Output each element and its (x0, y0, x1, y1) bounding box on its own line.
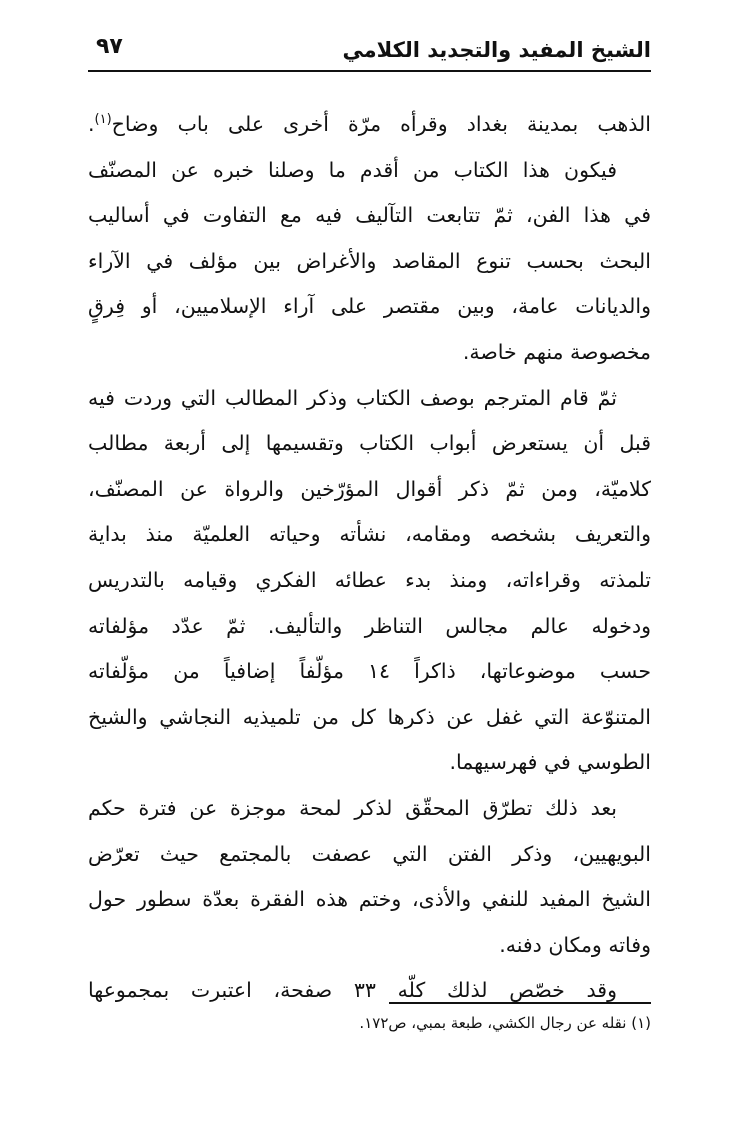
text-line: البويهيين، وذكر الفتن التي عصفت بالمجتمع حيث تعرّض (88, 841, 651, 866)
text-line: والتعريف بشخصه ومقامه، نشأته وحياته العلميّة منذ بداية (88, 522, 651, 547)
footnote-rule (389, 1002, 651, 1004)
footnote: (١) نقله عن رجال الكشي، طبعة بمبي، ص١٧٢. (359, 1014, 651, 1032)
text-line: ودخوله عالم مجالس التناظر والتأليف. ثمّ عدّد مؤلفاته (88, 613, 651, 638)
text-line: المتنوّعة التي غفل عن ذكرها كل من تلميذيه النجاشي والشيخ (88, 704, 651, 729)
text-line: تلمذته وقراءاته، ومنذ بدء عطائه الفكري وقيامه بالتدريس (88, 567, 651, 592)
text-line: قبل أن يستعرض أبواب الكتاب وتقسيمها إلى أربعة مطالب (88, 431, 651, 456)
footnote-marker: (١) (94, 112, 112, 128)
line-text: الذهب بمدينة بغداد وقرأه مرّة أخرى على باب وضاح (111, 112, 651, 136)
text-line: حسب موضوعاتها، ذاكراً ١٤ مؤلّفاً إضافياً من مؤلّفاته (88, 659, 651, 684)
text-line: وفاته ومكان دفنه. (499, 932, 651, 957)
text-line: الشيخ المفيد للنفي والأذى، وختم هذه الفقرة بعدّة سطور حول (88, 887, 651, 912)
header-rule (88, 70, 651, 72)
line-tail: . (88, 112, 95, 136)
text-line: فيكون هذا الكتاب من أقدم ما وصلنا خبره عن المصنّف (88, 157, 617, 182)
text-line: ثمّ قام المترجم بوصف الكتاب وذكر المطالب التي وردت فيه (88, 385, 617, 410)
text-line: بعد ذلك تطرّق المحقّق لذكر لمحة موجزة عن فترة حكم (88, 795, 617, 820)
text-line: كلاميّة، ومن ثمّ ذكر أقوال المؤرّخين والرواة عن المصنّف، (88, 476, 651, 501)
text-line: البحث بحسب تنوع المقاصد والأغراض بين مؤلف في الآراء (88, 248, 651, 273)
text-line: الطوسي في فهرسيهما. (449, 750, 651, 775)
text-line: في هذا الفن، ثمّ تتابعت التآليف فيه مع التفاوت في أساليب (88, 203, 651, 228)
text-line: وقد خصّص لذلك كلّه ٣٣ صفحة، اعتبرت بمجموعها (88, 978, 617, 1003)
text-line: مخصوصة منهم خاصة. (462, 339, 651, 364)
page-number: ٩٧ (96, 34, 123, 59)
running-title: الشيخ المفيد والتجديد الكلامي (342, 38, 651, 62)
body-text (88, 102, 651, 1014)
page-header (88, 30, 651, 70)
text-line (88, 102, 651, 148)
text-line: والديانات عامة، وبين مقتصر على آراء الإسلاميين، أو فِرقٍ (88, 294, 651, 319)
